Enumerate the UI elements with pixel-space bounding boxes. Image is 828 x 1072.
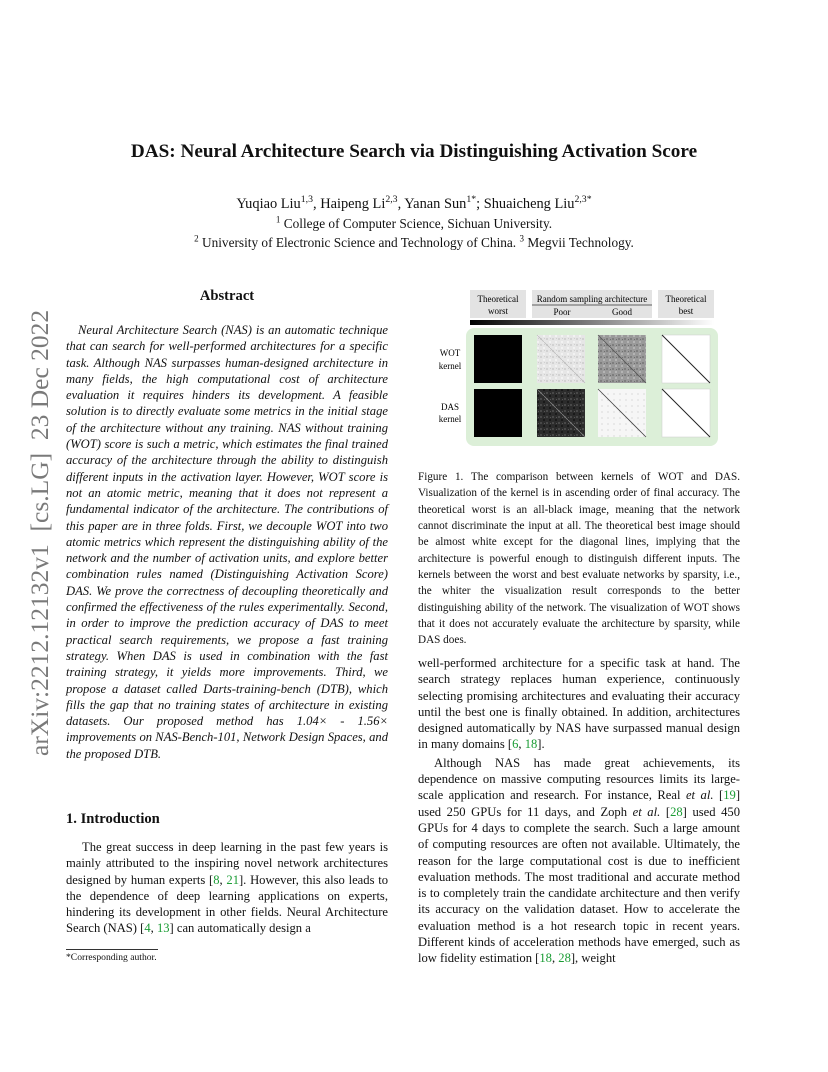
paragraph-text: [ — [713, 788, 724, 803]
citation-link[interactable]: 28 — [558, 951, 571, 966]
author-affiliation-marker: 2,3* — [574, 194, 592, 206]
abstract-text: Neural Architecture Search (NAS) is an automatic technique that can search for well-performed architectures for a specific task. Although NAS surpasses human-designed architecture in many fields, the high computational cost of architecture evaluation it requires hinders its development. A feasible solution is to directly evaluate some metrics in the initial stage of the architecture without any training. NAS without training (WOT) score is such a metric, which estimates the final trained accuracy of the architecture through the ability to distinguish different inputs in the activation layer. However, WOT score is not an atomic metric, meaning that it does not represent a fundamental indicator of the architecture. The contributions of this paper are in three folds. First, we decouple WOT into two atomic metrics which represent the distinguishing ability of the network and the number of activation units, and explore better combination rules named (Distinguishing Activation Score) DAS. We prove the correctness of decoupling theoretically and confirmed the effectiveness of the rules experimentally. Second, in order to improve the prediction accuracy of DAS to meet practical search requirements, we propose a fast training strategy. When DAS is used in combination with the fast training strategy, it yields more improvements. Third, we propose a dataset called Darts-training-bench (DTB), which fills the gap that no training states of architecture in existing datasets. Our proposed method has 1.04× - 1.56× improvements on NAS-Bench-101, Network Design Spaces, and the proposed DTB. — [66, 323, 388, 761]
paragraph-text: well-performed architecture for a specific task at hand. The search strategy replaces human experience, continuously selecting promising architectures and evaluating their accuracy until the best one is finally obtained. In addition, architectures designed automatically by NAS have surpassed manual design in many domains [ — [418, 656, 740, 752]
footnote: *Corresponding author. — [66, 952, 157, 963]
footnote-rule — [66, 949, 158, 950]
author-name: Haipeng Li — [320, 196, 386, 212]
paragraph-text: ] used 250 GPUs for 11 days, and Zoph — [418, 788, 741, 819]
accuracy-gradient-bar — [470, 320, 714, 325]
citation-link[interactable]: 18 — [524, 737, 538, 752]
citation-link[interactable]: 13 — [156, 921, 170, 936]
citation-link[interactable]: 8 — [213, 872, 220, 887]
paper-title: DAS: Neural Architecture Search via Distinguishing Activation Score — [130, 141, 698, 162]
col-label-good: Good — [612, 307, 632, 317]
affiliation-2 — [0, 235, 828, 251]
citation-link[interactable]: 28 — [670, 804, 683, 819]
citation-link[interactable]: 6 — [512, 737, 519, 752]
arxiv-identifier-text: arXiv:2212.12132v1 [cs.LG] 23 Dec 2022 — [25, 309, 54, 756]
et-al-text: et al. — [685, 788, 714, 803]
affiliation-marker: 1 — [275, 214, 281, 225]
affiliation-text: University of Electronic Science and Technology of China. — [201, 235, 517, 250]
paragraph-text: ]. — [537, 737, 545, 752]
citation-link[interactable]: 19 — [723, 788, 736, 803]
col-label-random-sampling: Random sampling architecture — [536, 294, 648, 304]
col-label-worst: worst — [488, 306, 508, 316]
col-label-best: best — [678, 306, 694, 316]
paragraph-text: Although NAS has made great achievements, its dependence on massive computing resources limits its large-scale application and research. For instance, Real — [418, 755, 740, 803]
paragraph-text: ] used 450 GPUs for 4 days to complete the search. Such a large amount of computing resources are often not available. Ultimately, the reason for the large computational cost is due to inefficient evaluation methods. The most traditional and accurate method is to completely train the candidate architecture and then verify its accuracy on the validation dataset. How to accelerate the evaluation method is a hot research topic in recent years. Different kinds of acceleration methods have emerged, such as low fidelity estimation [ — [418, 804, 741, 966]
col-label-theoretical: Theoretical — [477, 294, 519, 304]
figure-caption: Figure 1. The comparison between kernels of WOT and DAS. Visualization of the kernel is in ascending order of final accuracy. The theoretical worst is an all-black image, meaning that the network cannot discriminate the input at all. The theoretical best image should be almost white except for the diagonal lines, implying that the architecture is powerful enough to distinguish different inputs. The kernels between the worst and best evaluate networks by sparsity, i.e., the whiter the visualization result corresponds to the better distinguishing ability of the network. The visualization of WOT shows that it does not accurately evaluate the architecture by sparsity, while DAS does. — [418, 471, 740, 647]
paragraph-text: ]. However, this also leads to the dependence of deep learning applications on experts, hindering its development in other fields. Neural Architecture Search (NAS) [ — [66, 872, 389, 936]
paragraph-text: , — [150, 921, 157, 936]
author-name: Shuaicheng Liu — [483, 196, 575, 212]
paragraph-text: ], weight — [570, 951, 616, 966]
row-label-kernel: kernel — [438, 414, 462, 424]
affiliation-text: Megvii Technology. — [527, 235, 634, 250]
affiliation-marker: 2 — [194, 233, 199, 244]
author-list — [0, 196, 828, 213]
kernel-das-theoretical-worst — [474, 389, 522, 437]
affiliation-text: College of Computer Science, Sichuan University. — [283, 216, 553, 231]
row-label-kernel: kernel — [438, 361, 462, 371]
paragraph-text: [ — [660, 804, 671, 819]
arxiv-identifier — [14, 290, 58, 760]
paragraph-text: ] can automatically design a — [169, 921, 311, 936]
introduction-paragraph — [66, 839, 388, 937]
citation-link[interactable]: 21 — [226, 872, 239, 887]
row-label-wot: WOT — [439, 348, 461, 358]
right-column-text — [418, 655, 740, 967]
author-name: Yanan Sun — [404, 196, 467, 212]
author-separator: , — [397, 196, 405, 212]
author-affiliation-marker: 1* — [466, 194, 477, 206]
body-paragraph — [418, 755, 740, 967]
author-affiliation-marker: 1,3 — [300, 194, 313, 206]
figure-1 — [420, 290, 740, 446]
col-label-poor: Poor — [553, 307, 571, 317]
author-separator: ; — [476, 196, 484, 212]
paragraph-text: , — [551, 951, 559, 966]
citation-link[interactable]: 18 — [539, 951, 552, 966]
kernel-wot-theoretical-worst — [474, 335, 522, 383]
section-heading-introduction: 1. Introduction — [66, 811, 160, 827]
col-label-theoretical: Theoretical — [665, 294, 707, 304]
et-al-text: et al. — [632, 804, 661, 819]
body-paragraph — [418, 655, 740, 753]
author-separator: , — [312, 196, 321, 212]
paragraph-text: , — [518, 737, 525, 752]
paragraph-text: , — [219, 872, 227, 887]
citation-link[interactable]: 4 — [144, 921, 151, 936]
abstract-heading: Abstract — [199, 288, 255, 304]
row-label-das: DAS — [440, 402, 460, 412]
paragraph-text: The great success in deep learning in the past few years is mainly attributed to the inspiring novel network architectures designed by human experts [ — [66, 840, 388, 887]
author-affiliation-marker: 2,3 — [385, 194, 398, 206]
affiliation-marker: 3 — [519, 233, 524, 244]
author-name: Yuqiao Liu — [236, 196, 301, 212]
affiliation-1 — [0, 216, 828, 232]
